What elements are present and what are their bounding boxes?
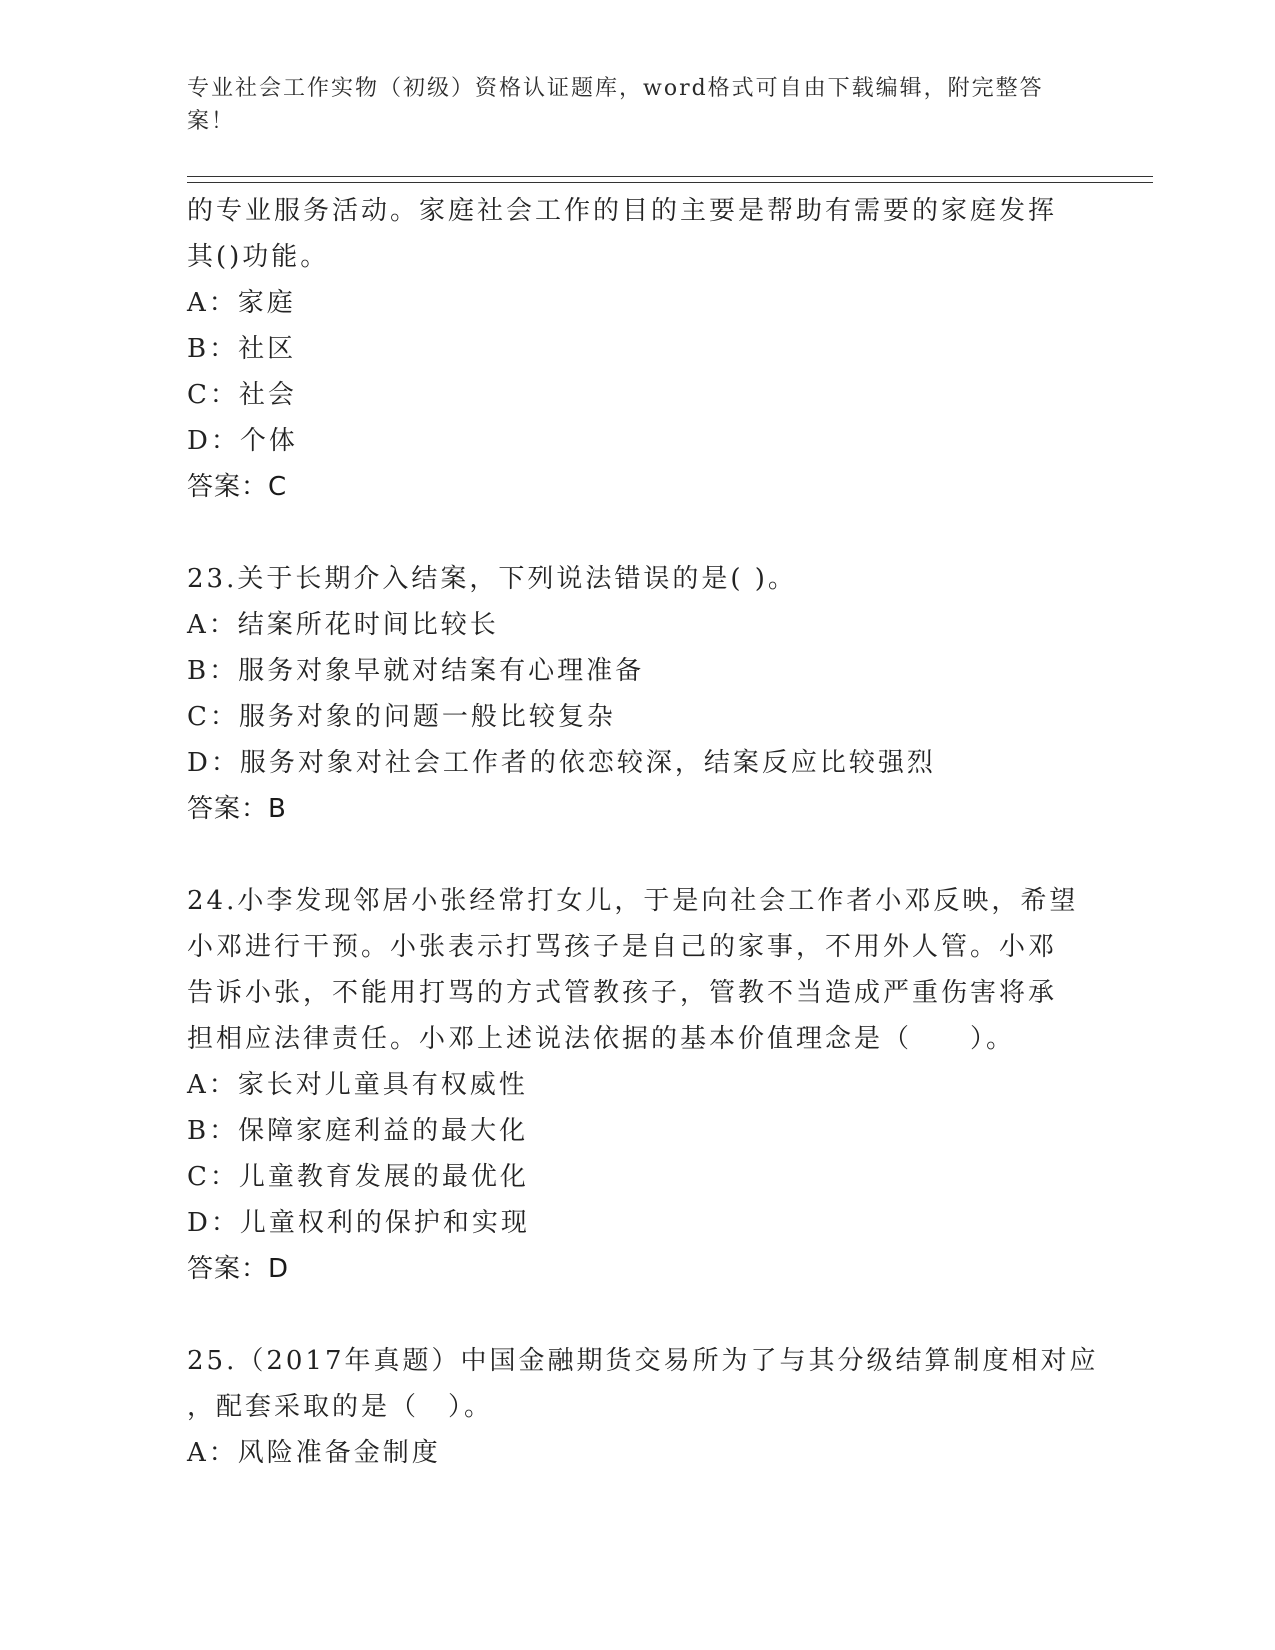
option-a: A：家庭 [187, 288, 296, 318]
option-c: C：社会 [187, 380, 297, 410]
option-b: B：保障家庭利益的最大化 [187, 1116, 529, 1146]
option-c: C：儿童教育发展的最优化 [187, 1162, 529, 1192]
question-23 [187, 556, 1087, 832]
option-c: C：服务对象的问题一般比较复杂 [187, 702, 616, 732]
question-text: 25.（2017年真题）中国金融期货交易所为了与其分级结算制度相对应 [187, 1346, 1099, 1376]
question-list [187, 188, 1099, 1476]
answer: 答案：B [187, 794, 287, 824]
question-text: 24.小李发现邻居小张经常打女儿，于是向社会工作者小邓反映，希望 [187, 886, 1079, 916]
option-d: D：服务对象对社会工作者的依恋较深，结案反应比较强烈 [187, 748, 936, 778]
question-text: 担相应法律责任。小邓上述说法依据的基本价值理念是（ ）。 [187, 1024, 1016, 1054]
question-text: 的专业服务活动。家庭社会工作的目的主要是帮助有需要的家庭发挥 [187, 196, 1058, 226]
option-b: B：社区 [187, 334, 297, 364]
question-text: 告诉小张，不能用打骂的方式管教孩子，管教不当造成严重伤害将承 [187, 978, 1058, 1008]
question-22 [187, 188, 1087, 510]
answer: 答案：D [187, 1254, 290, 1284]
option-a: A：结案所花时间比较长 [187, 610, 499, 640]
question-text: 小邓进行干预。小张表示打骂孩子是自己的家事，不用外人管。小邓 [187, 932, 1058, 962]
header-line-1: 专业社会工作实物（初级）资格认证题库，word格式可自由下载编辑，附完整答 [187, 76, 1044, 101]
option-d: D：儿童权利的保护和实现 [187, 1208, 530, 1238]
document-header [187, 72, 1067, 138]
header-divider [187, 176, 1153, 183]
answer: 答案：C [187, 472, 288, 502]
option-b: B：服务对象早就对结案有心理准备 [187, 656, 645, 686]
header-line-2: 案！ [187, 109, 236, 134]
question-text: 23.关于长期介入结案，下列说法错误的是( )。 [187, 564, 797, 594]
question-25 [187, 1338, 1099, 1476]
option-a: A：风险准备金制度 [187, 1438, 441, 1468]
question-text: ，配套采取的是（ ）。 [187, 1392, 494, 1422]
option-a: A：家长对儿童具有权威性 [187, 1070, 528, 1100]
option-d: D：个体 [187, 426, 298, 456]
question-24 [187, 878, 1087, 1292]
question-text: 其()功能。 [187, 242, 330, 272]
